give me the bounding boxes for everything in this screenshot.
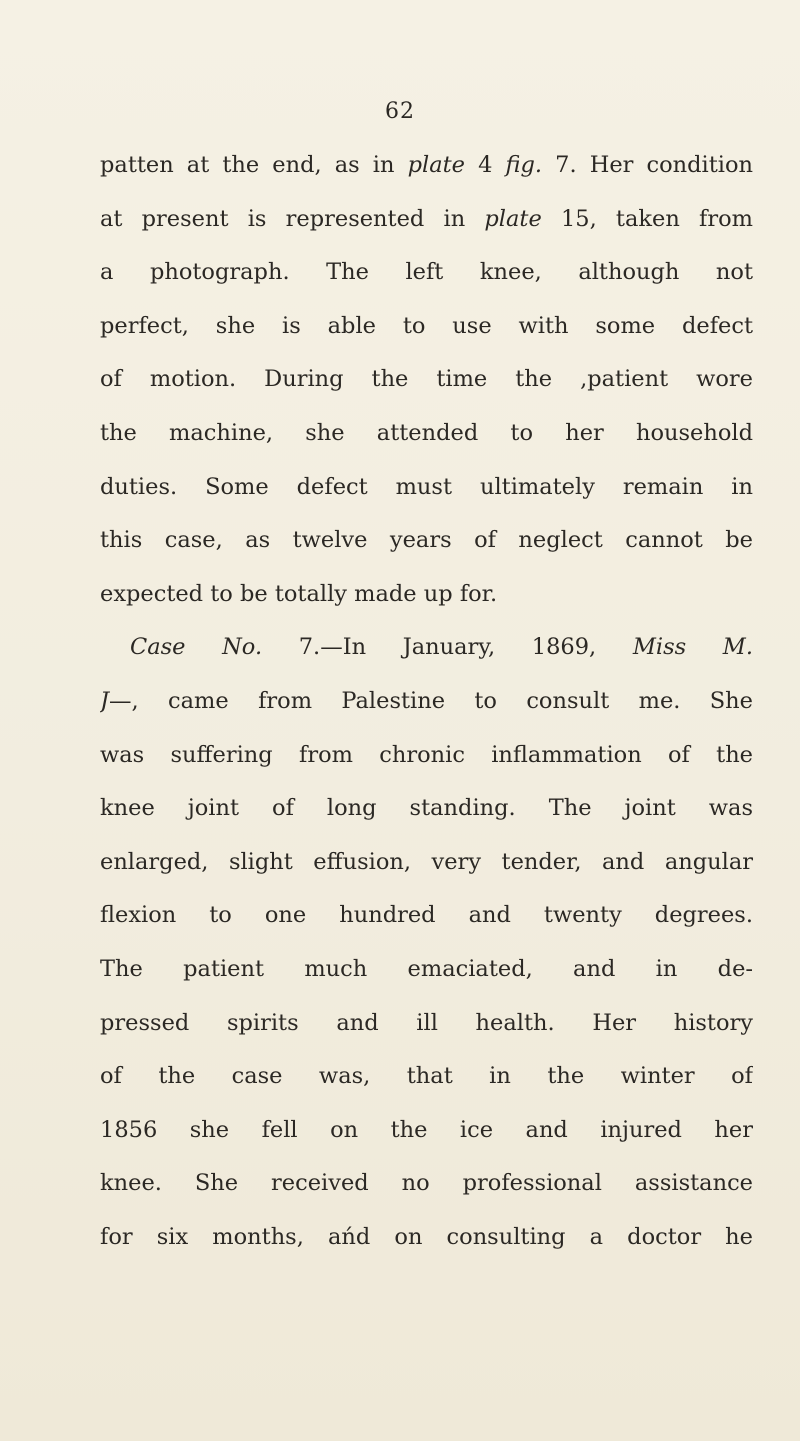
text-segment: was suffering from chronic inflammation of the	[100, 741, 753, 768]
body-text	[100, 139, 753, 1264]
text-segment: perfect, she is able to use with some defect	[100, 312, 753, 339]
italic-text: plate	[407, 152, 465, 178]
text-line	[100, 193, 753, 247]
text-segment: the machine, she attended to her household	[100, 419, 753, 446]
text-segment: 15, taken from	[541, 205, 753, 232]
text-line	[100, 300, 753, 354]
text-line	[100, 675, 753, 729]
italic-text: J	[100, 687, 110, 714]
text-segment: flexion to one hundred and twenty degrees.	[100, 902, 753, 929]
text-line	[100, 407, 753, 461]
text-line	[100, 836, 753, 890]
text-segment: this case, as twelve years of neglect cannot be	[100, 527, 753, 554]
text-line	[100, 621, 753, 675]
text-segment: of the case was, that in the winter of	[100, 1063, 753, 1090]
text-segment: at present is represented in	[100, 205, 485, 232]
text-segment: knee joint of long standing. The joint was	[100, 795, 753, 822]
text-segment: knee. She received no professional assistance	[100, 1170, 753, 1197]
text-line	[100, 1157, 753, 1211]
text-line	[100, 943, 753, 997]
text-segment: 4	[464, 152, 506, 178]
text-line	[100, 568, 753, 622]
text-segment: for six months, ańd on consulting a doctor he	[100, 1223, 753, 1250]
text-line	[100, 514, 753, 568]
italic-text: plate	[484, 205, 542, 232]
text-segment: 7. Her condition	[542, 152, 753, 178]
text-segment: of motion. During the time the ,patient wore	[100, 366, 753, 393]
text-segment: a photograph. The left knee, although not	[100, 259, 753, 286]
text-line	[100, 889, 753, 943]
text-segment: enlarged, slight effusion, very tender, and angular	[100, 848, 753, 875]
text-segment: 7.—In January, 1869,	[262, 634, 633, 661]
text-segment: pressed spirits and ill health. Her history	[100, 1009, 753, 1036]
text-line	[100, 1104, 753, 1158]
text-line	[100, 139, 753, 193]
text-line	[100, 782, 753, 836]
italic-text: Miss M.	[632, 634, 753, 661]
text-segment: 1856 she fell on the ice and injured her	[100, 1116, 753, 1143]
italic-text: fig.	[505, 152, 543, 178]
text-line	[100, 1050, 753, 1104]
text-line	[100, 246, 753, 300]
text-line	[100, 729, 753, 783]
text-segment: The patient much emaciated, and in de-	[100, 955, 753, 982]
text-line	[100, 1211, 753, 1265]
text-line	[100, 353, 753, 407]
text-segment: —, came from Palestine to consult me. She	[109, 687, 753, 714]
text-segment: duties. Some defect must ultimately remain in	[100, 473, 753, 500]
text-line	[100, 997, 753, 1051]
text-line	[100, 461, 753, 515]
italic-text: Case No.	[130, 634, 263, 661]
page-number: 62	[385, 99, 415, 124]
text-segment: patten at the end, as in	[100, 152, 408, 178]
text-segment: expected to be totally made up for.	[100, 580, 498, 607]
